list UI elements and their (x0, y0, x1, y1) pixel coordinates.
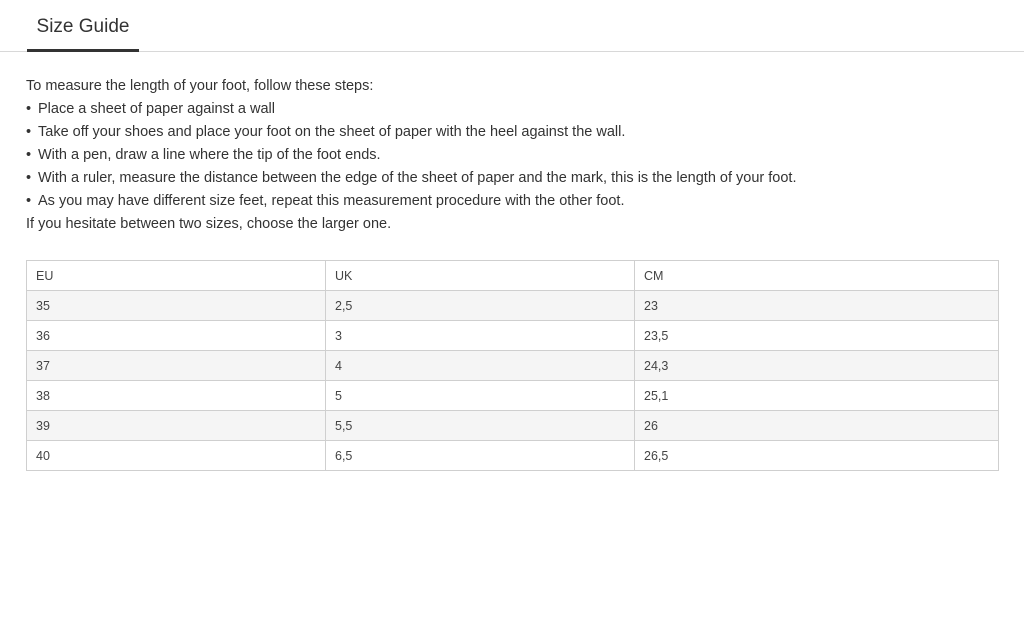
step-text: Take off your shoes and place your foot on the sheet of paper with the heel against the wall. (38, 124, 626, 140)
bullet: • (26, 124, 32, 140)
table-row (27, 291, 999, 321)
cell-eu: 37 (27, 351, 326, 381)
measurement-instructions (26, 75, 1006, 236)
cell-uk: 6,5 (326, 441, 635, 471)
cell-eu: 38 (27, 381, 326, 411)
step-text: With a pen, draw a line where the tip of the foot ends. (38, 147, 381, 163)
table-row (27, 441, 999, 471)
tab-size-guide[interactable]: Size Guide (27, 0, 139, 52)
list-item (26, 98, 1006, 121)
step-text: As you may have different size feet, repeat this measurement procedure with the other foot. (38, 193, 625, 209)
cell-uk: 4 (326, 351, 635, 381)
cell-eu: 40 (27, 441, 326, 471)
bullet: • (26, 147, 32, 163)
cell-uk: 3 (326, 321, 635, 351)
bullet: • (26, 101, 32, 117)
steps-list (26, 98, 1006, 213)
cell-cm: 24,3 (635, 351, 999, 381)
table-row (27, 321, 999, 351)
cell-uk: 5,5 (326, 411, 635, 441)
instructions-intro: To measure the length of your foot, follow these steps: (26, 78, 374, 94)
cell-cm: 26 (635, 411, 999, 441)
table-row (27, 381, 999, 411)
cell-cm: 23,5 (635, 321, 999, 351)
list-item (26, 121, 1006, 144)
cell-uk: 5 (326, 381, 635, 411)
table-row (27, 411, 999, 441)
tab-bar (0, 0, 1024, 52)
table-row (27, 351, 999, 381)
cell-cm: 23 (635, 291, 999, 321)
column-header-uk: UK (326, 261, 635, 291)
list-item (26, 167, 1006, 190)
cell-eu: 36 (27, 321, 326, 351)
cell-cm: 26,5 (635, 441, 999, 471)
list-item (26, 144, 1006, 167)
cell-eu: 35 (27, 291, 326, 321)
bullet: • (26, 193, 32, 209)
cell-cm: 25,1 (635, 381, 999, 411)
column-header-cm: CM (635, 261, 999, 291)
instructions-note: If you hesitate between two sizes, choose the larger one. (26, 216, 392, 232)
column-header-eu: EU (27, 261, 326, 291)
list-item (26, 190, 1006, 213)
cell-eu: 39 (27, 411, 326, 441)
step-text: Place a sheet of paper against a wall (38, 101, 275, 117)
step-text: With a ruler, measure the distance between the edge of the sheet of paper and the mark, this is the length of your foot. (38, 170, 797, 186)
cell-uk: 2,5 (326, 291, 635, 321)
size-table (26, 260, 999, 471)
table-header-row (27, 261, 999, 291)
bullet: • (26, 170, 32, 186)
